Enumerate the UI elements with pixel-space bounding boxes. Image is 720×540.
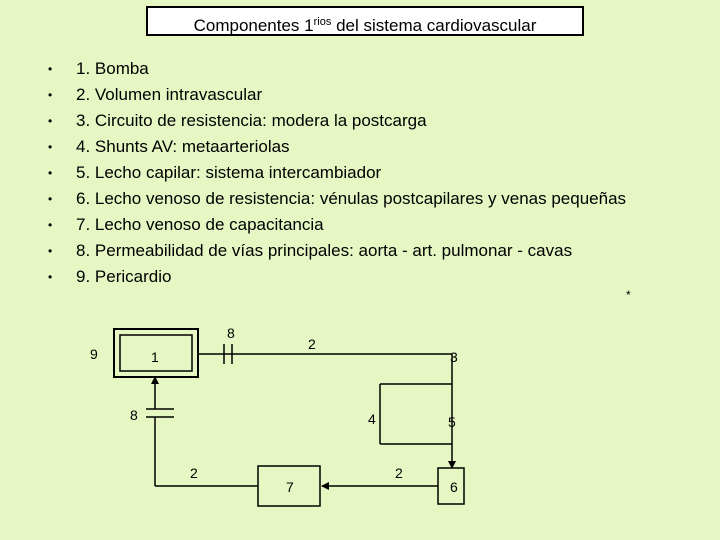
label-resistance: 3: [450, 349, 458, 365]
label-volume-bottom-right: 2: [395, 465, 403, 481]
label-volume-bottom-left: 2: [190, 465, 198, 481]
bullet-icon: •: [48, 62, 53, 76]
bullet-icon: •: [48, 114, 53, 128]
list-item-text: 6. Lecho venoso de resistencia: vénulas postcapilares y venas pequeñas: [76, 189, 627, 208]
title-superscript: rios: [313, 16, 332, 28]
label-pump: 1: [151, 349, 159, 365]
list-item-text: 1. Bomba: [76, 59, 149, 78]
asterisk-mark: *: [626, 288, 631, 302]
list-item-text: 7. Lecho venoso de capacitancia: [76, 215, 324, 234]
label-volume-top: 2: [308, 336, 316, 352]
list-item-text: 3. Circuito de resistencia: modera la postcarga: [76, 111, 427, 130]
bullet-icon: •: [48, 88, 53, 102]
title-text-rest: del sistema cardiovascular: [331, 16, 537, 35]
label-valve-top: 8: [227, 325, 235, 341]
bullet-icon: •: [48, 218, 53, 232]
list-item-text: 5. Lecho capilar: sistema intercambiador: [76, 163, 382, 182]
list-item-text: 9. Pericardio: [76, 267, 172, 286]
list-item-text: 4. Shunts AV: metaarteriolas: [76, 137, 290, 156]
label-pericardium: 9: [90, 346, 98, 362]
list-item-text: 2. Volumen intravascular: [76, 85, 263, 104]
label-valve-left: 8: [130, 407, 138, 423]
bullet-icon: •: [48, 192, 53, 206]
bullet-icon: •: [48, 140, 53, 154]
bullet-icon: •: [48, 244, 53, 258]
label-capacitance: 7: [286, 479, 294, 495]
title-text: Componentes 1: [193, 16, 314, 35]
list-item-text: 8. Permeabilidad de vías principales: aorta - art. pulmonar - cavas: [76, 241, 573, 260]
bullet-icon: •: [48, 270, 53, 284]
label-capillary: 5: [448, 414, 456, 430]
label-venous-resistance: 6: [450, 479, 458, 495]
label-shunt: 4: [368, 411, 376, 427]
bullet-icon: •: [48, 166, 53, 180]
